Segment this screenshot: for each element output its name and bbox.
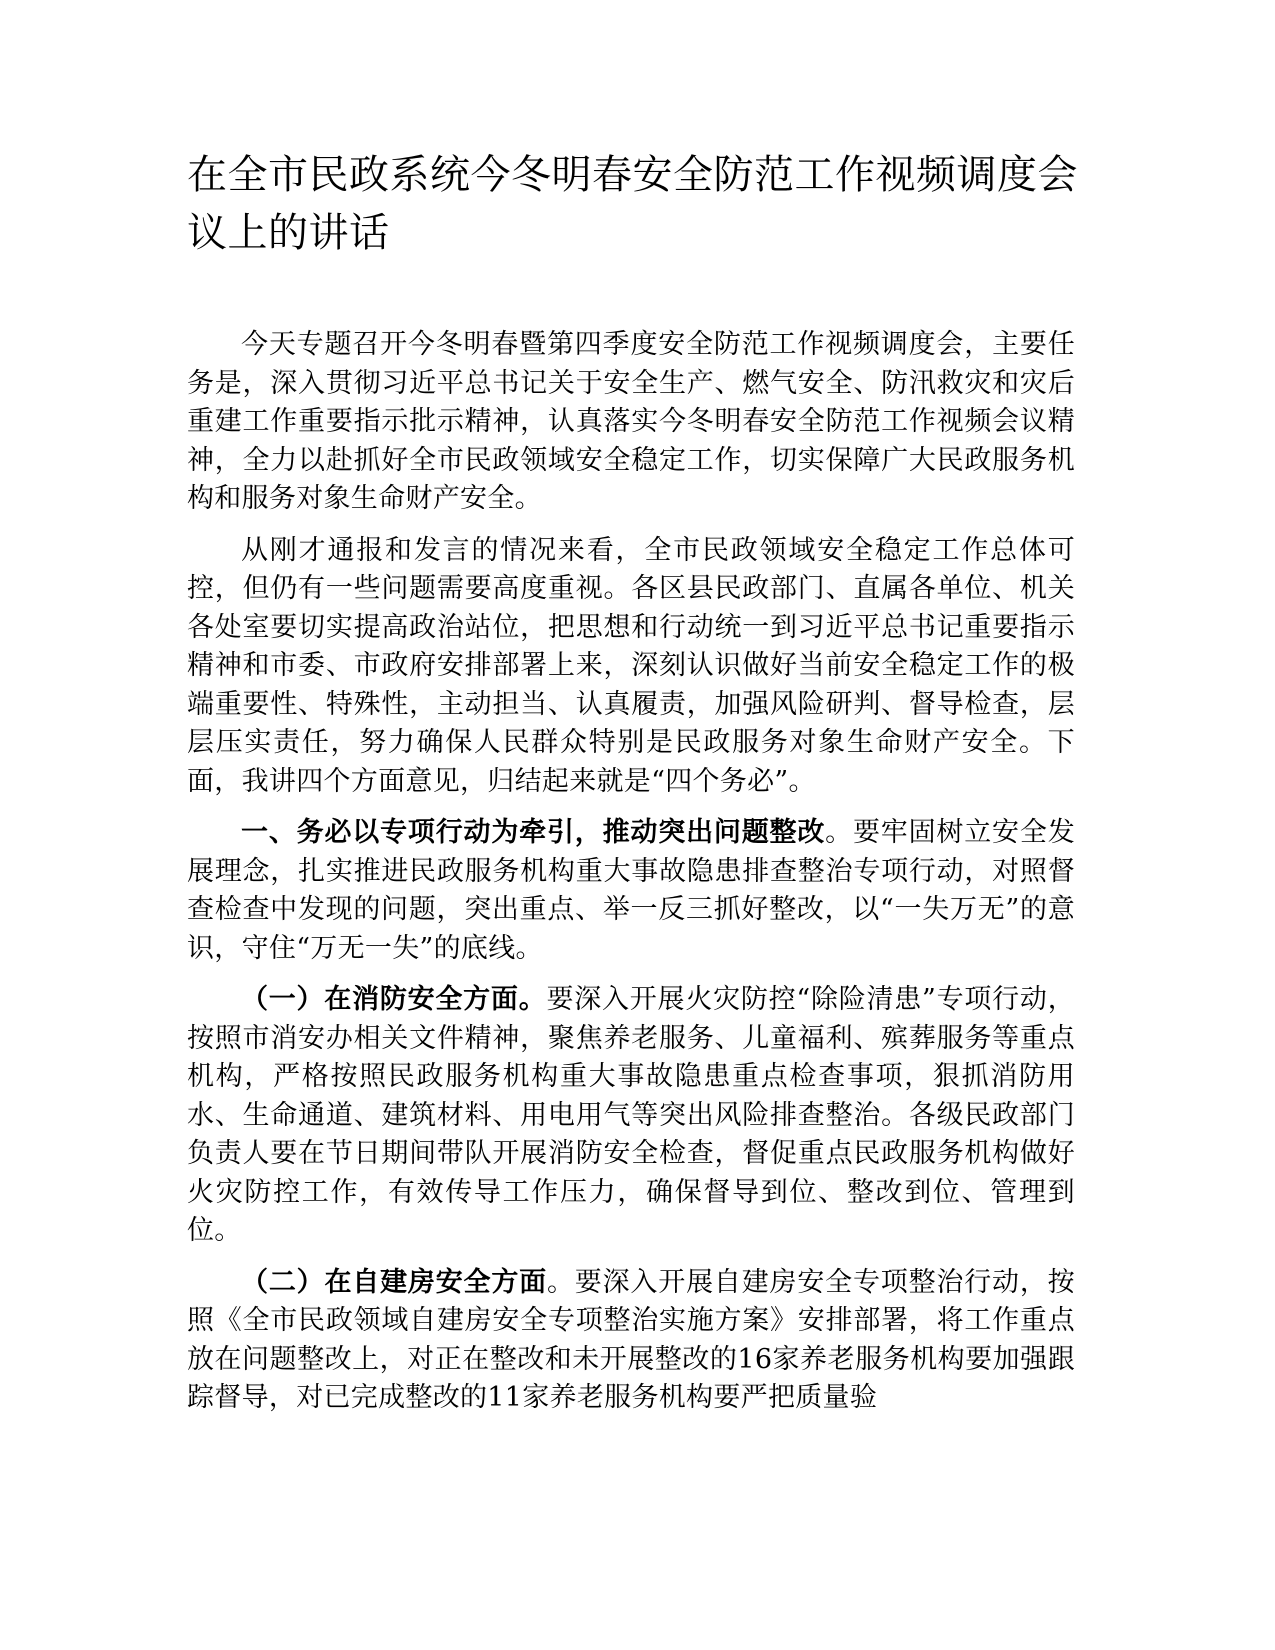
paragraph-intro <box>187 326 1075 519</box>
paragraph-text: 。要深入开展自建房安全专项整治行动，按照《全市民政领域自建房安全专项整治实施方案》安排部署，将工作重点放在问题整改上，对正在整改和未开展整改的16家养老服务机构要加强跟踪督导，对已完成整改的11家养老服务机构要严把质量验 <box>187 1266 1075 1413</box>
paragraph-section-1 <box>187 814 1075 968</box>
paragraph-text: 今天专题召开今冬明春暨第四季度安全防范工作视频调度会，主要任务是，深入贯彻习近平总书记关于安全生产、燃气安全、防汛救灾和灾后重建工作重要指示批示精神，认真落实今冬明春安全防范工作视频会议精神，全力以赴抓好全市民政领域安全稳定工作，切实保障广大民政服务机构和服务对象生命财产安全。 <box>187 329 1075 514</box>
document-body <box>187 326 1075 1431</box>
paragraph-fire-safety <box>187 981 1075 1251</box>
paragraph-situation <box>187 532 1075 802</box>
document-title: 在全市民政系统今冬明春安全防范工作视频调度会议上的讲话 <box>187 152 1078 256</box>
paragraph-self-built-housing <box>187 1264 1075 1418</box>
subsection-heading: （一）在消防安全方面。 <box>241 984 547 1015</box>
subsection-heading: （二）在自建房安全方面 <box>241 1266 547 1298</box>
paragraph-text: 要深入开展火灾防控“除险清患”专项行动，按照市消安办相关文件精神，聚焦养老服务、儿童福利、殡葬服务等重点机构，严格按照民政服务机构重大事故隐患重点检查事项，狠抓消防用水、生命通道、建筑材料、用电用气等突出风险排查整治。各级民政部门负责人要在节日期间带队开展消防安全检查，督促重点民政服务机构做好火灾防控工作，有效传导工作压力，确保督导到位、整改到位、管理到位。 <box>187 984 1075 1246</box>
section-heading: 一、务必以专项行动为牵引，推动突出问题整改 <box>241 817 826 848</box>
paragraph-text: 从刚才通报和发言的情况来看，全市民政领域安全稳定工作总体可控，但仍有一些问题需要高度重视。各区县民政部门、直属各单位、机关各处室要切实提高政治站位，把思想和行动统一到习近平总书记重要指示精神和市委、市政府安排部署上来，深刻认识做好当前安全稳定工作的极端重要性、特殊性，主动担当、认真履责，加强风险研判、督导检查，层层压实责任，努力确保人民群众特别是民政服务对象生命财产安全。下面，我讲四个方面意见，归结起来就是“四个务必”。 <box>187 534 1075 797</box>
paragraph-text: 。要牢固树立安全发展理念，扎实推进民政服务机构重大事故隐患排查整治专项行动，对照督查检查中发现的问题，突出重点、举一反三抓好整改，以“一失万无”的意识，守住“万无一失”的底线。 <box>187 817 1075 964</box>
